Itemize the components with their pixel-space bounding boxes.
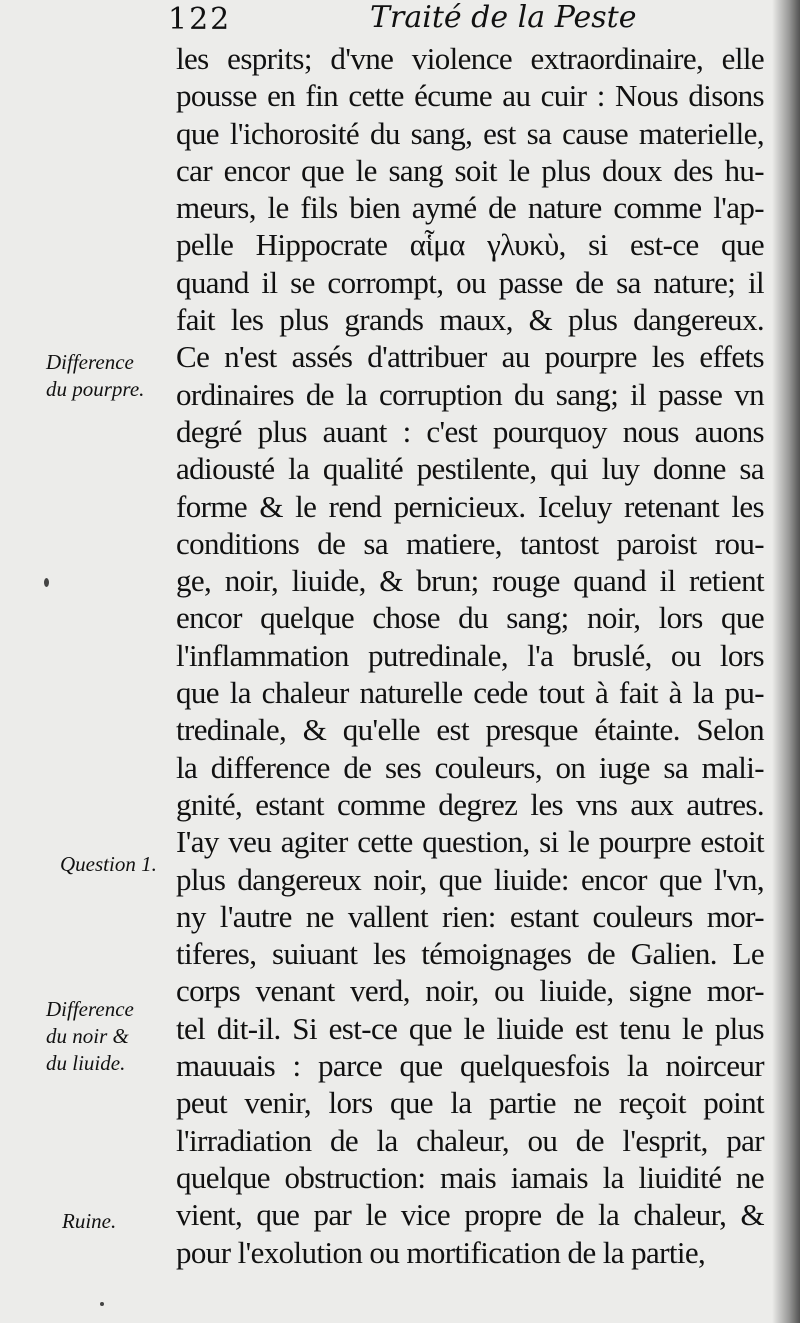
text-line: ny l'autre ne vallent rien: estant couleurs mor- — [176, 898, 764, 934]
text-line: plus dangereux noir, que liuide: encor que l'vn, — [176, 861, 764, 897]
text-line: meurs, le fils bien aymé de nature comme l'ap- — [176, 190, 764, 226]
text-line: tredinale, & qu'elle est presque étainte. Selon — [176, 712, 764, 748]
margin-note-line: Ruine. — [62, 1209, 117, 1233]
margin-note-ruine — [62, 1208, 192, 1235]
text-line: l'inflammation putredinale, l'a bruslé, ou lors — [176, 637, 764, 673]
text-line: quand il se corrompt, ou passe de sa nature; il — [176, 264, 764, 300]
running-title: Traité de la Peste — [370, 0, 637, 35]
text-line: Ce n'est assés d'attribuer au pourpre les effets — [176, 339, 764, 375]
text-line: ge, noir, liuide, & brun; rouge quand il retient — [176, 563, 764, 599]
text-line: degré plus auant : c'est pourquoy nous auons — [176, 413, 764, 449]
text-line: forme & le rend pernicieux. Iceluy retenant les — [176, 488, 764, 524]
text-line: pousse en fin cette écume au cuir : Nous disons — [176, 78, 764, 114]
text-line: vient, que par le vice propre de la chaleur, & — [176, 1197, 764, 1233]
text-line: l'irradiation de la chaleur, ou de l'esprit, par — [176, 1122, 764, 1158]
text-line: les esprits; d'vne violence extraordinaire, elle — [176, 41, 764, 76]
margin-note-difference-du-noir — [46, 996, 176, 1077]
margin-note-line: Question 1. — [60, 852, 157, 876]
text-line: fait les plus grands maux, & plus dangereux. — [176, 302, 764, 338]
text-line: mauuais : parce que quelquesfois la noirceur — [176, 1048, 764, 1084]
text-line: la difference de ses couleurs, on iuge sa mali- — [176, 749, 764, 785]
ink-speck — [44, 578, 49, 587]
margin-note-difference-du-pourpre — [46, 349, 176, 403]
text-line: que la chaleur naturelle cede tout à fait à la pu- — [176, 675, 764, 711]
text-line: tiferes, suiuant les témoignages de Galien. Le — [176, 936, 764, 972]
text-line: gnité, estant comme degrez les vns aux autres. — [176, 786, 764, 822]
text-line: peut venir, lors que la partie ne reçoit point — [176, 1085, 764, 1121]
margin-note-line: du liuide. — [46, 1051, 126, 1075]
margin-note-line: Difference — [46, 997, 134, 1021]
text-line: I'ay veu agiter cette question, si le pourpre estoit — [176, 824, 764, 860]
text-line: conditions de sa matiere, tantost paroist rou- — [176, 525, 764, 561]
margin-note-question — [60, 851, 190, 878]
page-number: 122 — [168, 2, 232, 37]
text-line: ordinaires de la corruption du sang; il passe vn — [176, 376, 764, 412]
margin-note-line: du noir & — [46, 1024, 129, 1048]
text-line: pour l'exolution ou mortification de la partie, — [176, 1234, 706, 1270]
ink-speck — [100, 1302, 104, 1306]
text-line: corps venant verd, noir, ou liuide, signe mor- — [176, 973, 764, 1009]
body-text — [176, 40, 764, 1271]
margin-note-line: du pourpre. — [46, 377, 145, 401]
text-line: que l'ichorosité du sang, est sa cause materielle, — [176, 115, 764, 151]
text-line: pelle Hippocrate αἷμα γλυκὺ, si est-ce que — [176, 227, 764, 263]
text-line: tel dit-il. Si est-ce que le liuide est tenu le plus — [176, 1010, 764, 1046]
marginalia — [0, 0, 178, 1323]
text-line: quelque obstruction: mais iamais la liuidité ne — [176, 1159, 764, 1195]
text-line: car encor que le sang soit le plus doux des hu- — [176, 152, 764, 188]
margin-note-line: Difference — [46, 350, 134, 374]
text-line: encor quelque chose du sang; noir, lors que — [176, 600, 764, 636]
binding-shadow — [772, 0, 800, 1323]
text-line: adiousté la qualité pestilente, qui luy donne sa — [176, 451, 764, 487]
